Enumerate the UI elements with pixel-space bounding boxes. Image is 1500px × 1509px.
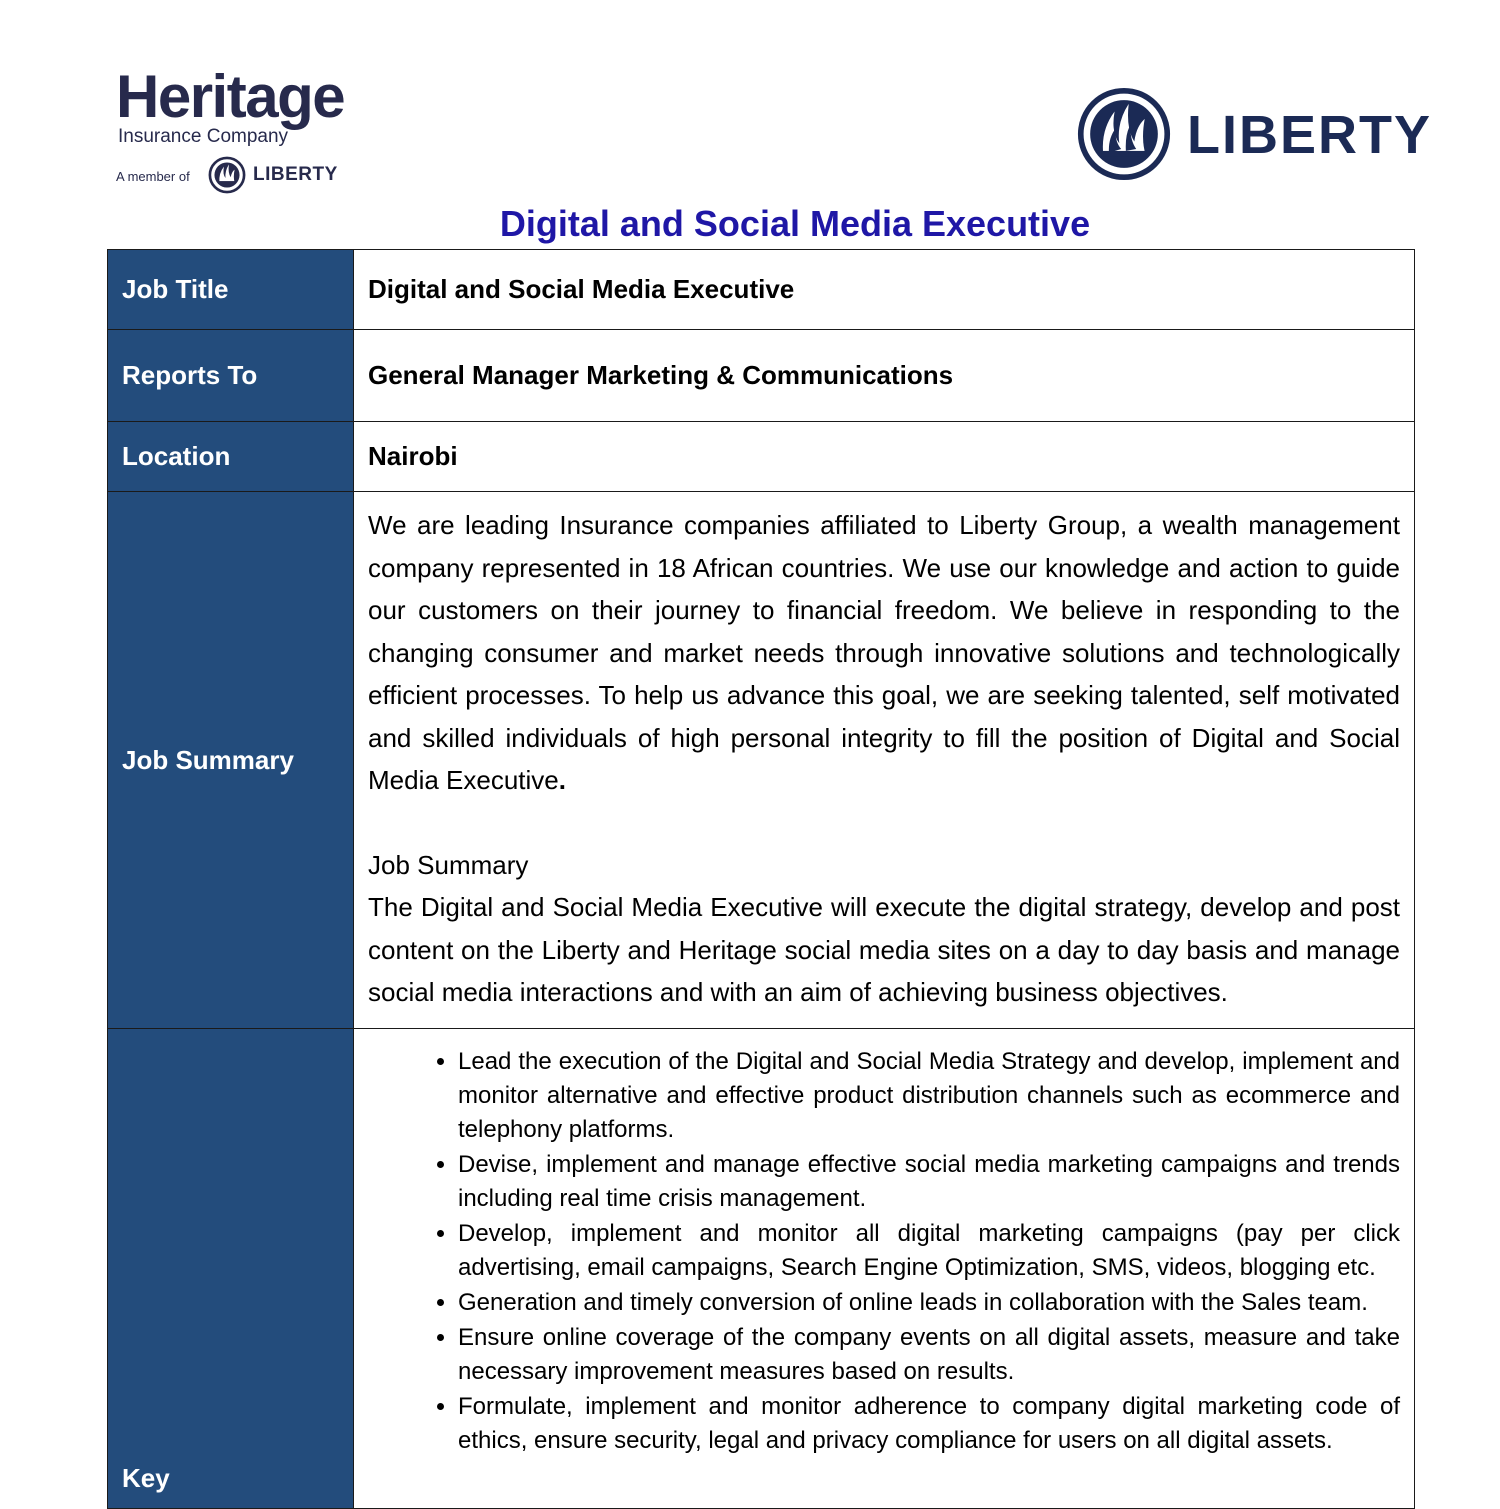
table-row-location [108, 422, 1415, 492]
table-row-key [108, 1029, 1415, 1509]
job-title-value: Digital and Social Media Executive [354, 250, 1415, 330]
table-row-job-title [108, 250, 1415, 330]
location-value: Nairobi [354, 422, 1415, 492]
job-summary-label: Job Summary [108, 492, 354, 1029]
list-item: • Develop, implement and monitor all digital marketing campaigns (pay per click advertising, email campaigns, Search Engine Optimization, SMS, videos, blogging etc. [458, 1217, 1400, 1285]
responsibilities-list [368, 1029, 1400, 1458]
list-item: • Formulate, implement and monitor adherence to company digital marketing code of ethics, ensure security, legal and privacy compliance for users on all digital assets. [458, 1390, 1400, 1458]
page-title: Digital and Social Media Executive [499, 203, 1091, 244]
member-of-text: A member of [116, 169, 190, 184]
key-label: Key [108, 1029, 354, 1509]
job-summary-intro [368, 504, 1400, 802]
job-summary-subheading: Job Summary [368, 849, 529, 880]
liberty-flame-icon [208, 156, 246, 194]
job-summary-intro-text: We are leading Insurance companies affiliated to Liberty Group, a wealth management company represented in 18 African countries. We use our knowledge and action to guide our customers on their journey to financial freedom. We believe in responding to the changing consumer and market needs through innovative solutions and technologically efficient processes. To help us advance this goal, we are seeking talented, self motivated and skilled individuals of high personal integrity to fill the position of Digital and Social Media Executive [368, 510, 1400, 795]
location-label: Location [108, 422, 354, 492]
reports-to-label: Reports To [108, 330, 354, 422]
job-summary-value [354, 492, 1415, 1029]
list-item: • Devise, implement and manage effective social media marketing campaigns and trends including real time crisis management. [458, 1148, 1400, 1216]
table-row-job-summary [108, 492, 1415, 1029]
list-item: • Generation and timely conversion of online leads in collaboration with the Sales team. [458, 1286, 1400, 1320]
job-title-label: Job Title [108, 250, 354, 330]
paragraph-spacer [368, 802, 1400, 844]
job-summary-body: The Digital and Social Media Executive will execute the digital strategy, develop and post content on the Liberty and Heritage social media sites on a day to day basis and manage social media interactions and with an aim of achieving business objectives. [368, 892, 1400, 1007]
member-liberty-wordmark: LIBERTY [253, 164, 338, 185]
list-item: • Ensure online coverage of the company events on all digital assets, measure and take necessary improvement measures based on results. [458, 1321, 1400, 1389]
table-row-reports-to [108, 330, 1415, 422]
liberty-wordmark: LIBERTY [1187, 105, 1433, 165]
key-responsibilities [354, 1029, 1415, 1509]
list-item: • Lead the execution of the Digital and Social Media Strategy and develop, implement and monitor alternative and effective product distribution channels such as ecommerce and telephony platforms. [458, 1045, 1400, 1147]
job-summary-intro-end: . [558, 765, 566, 795]
heritage-subtitle: Insurance Company [118, 126, 289, 147]
heritage-wordmark: Heritage [116, 63, 345, 130]
job-details-table [107, 249, 1415, 1509]
reports-to-value: General Manager Marketing & Communications [354, 330, 1415, 422]
liberty-logo-icon [1077, 87, 1171, 181]
